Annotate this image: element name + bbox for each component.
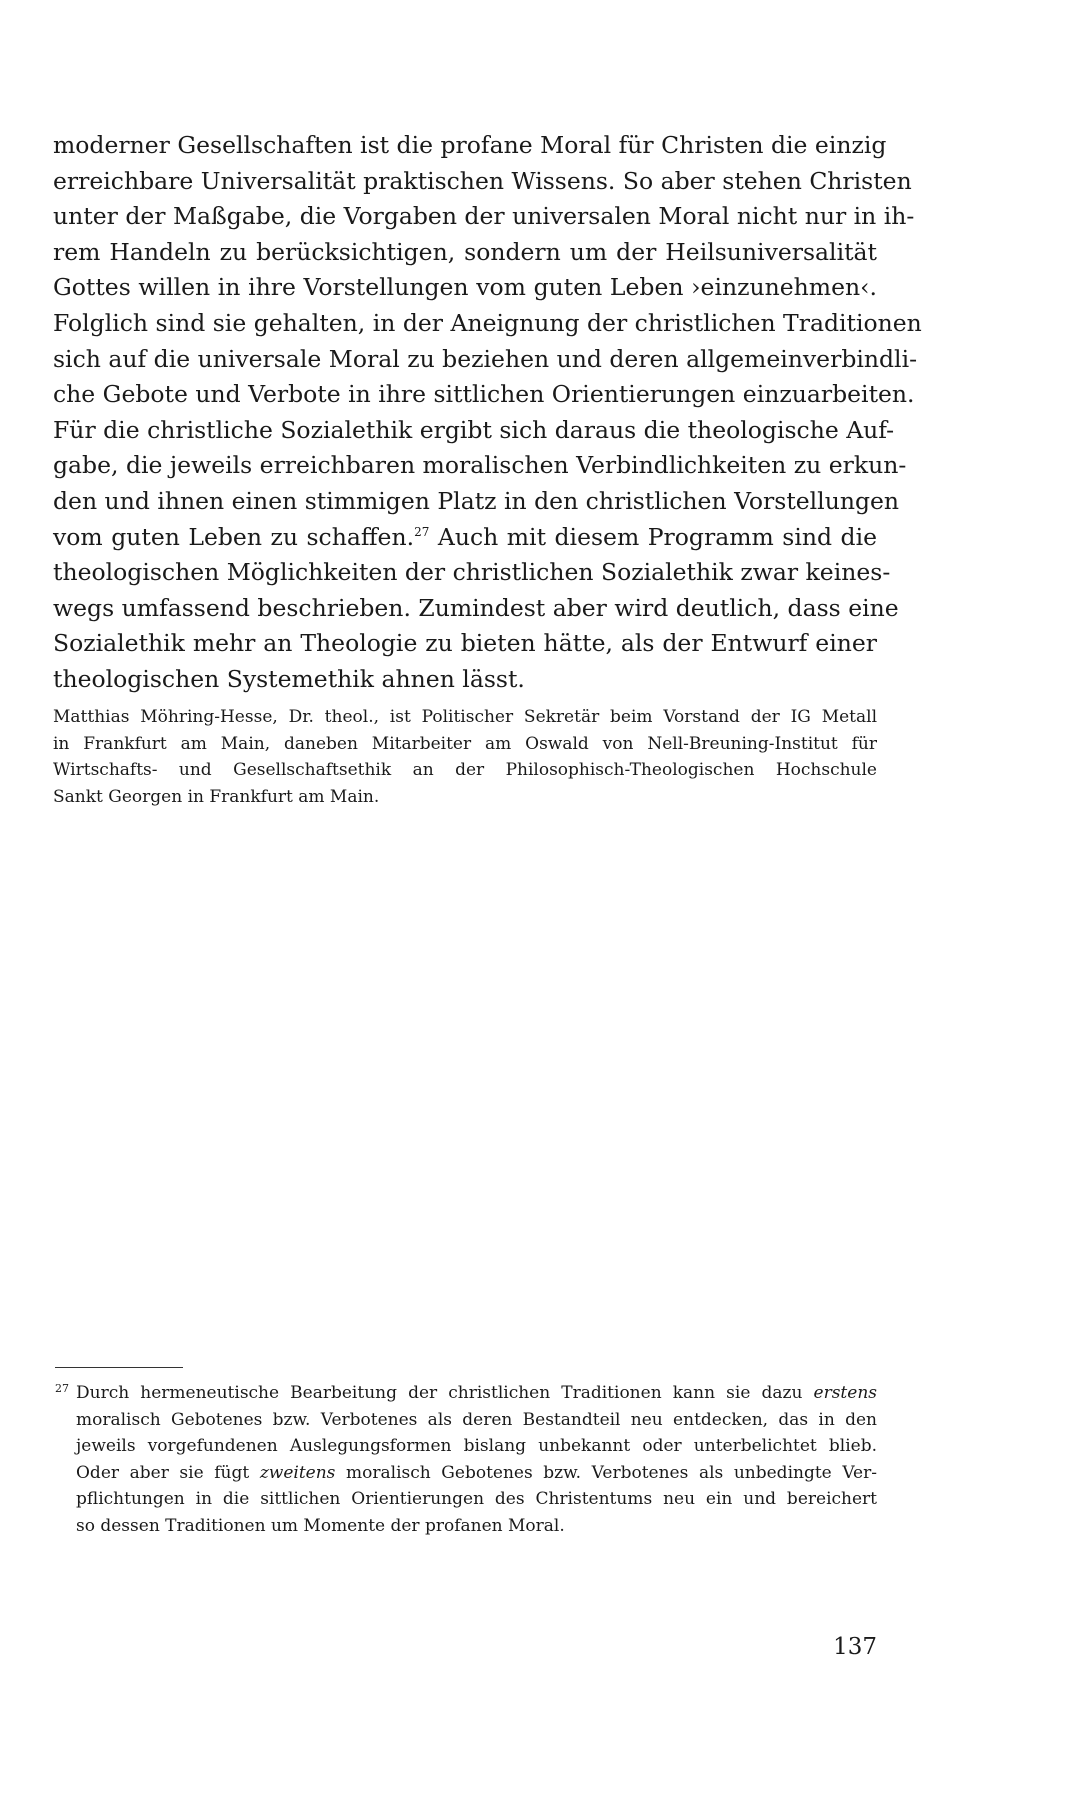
bio-line: Sankt Georgen in Frankfurt am Main. — [53, 786, 380, 807]
page-number: 137 — [833, 1634, 877, 1660]
footnote-divider — [55, 1367, 183, 1368]
text-line: erreichbare Universalität praktischen Wissens. So aber stehen Christen — [53, 166, 912, 195]
emphasis: erstens — [813, 1383, 877, 1403]
footnote-number: 27 — [55, 1382, 69, 1395]
text-line: wegs umfassend beschrieben. Zumindest aber wird deutlich, dass eine — [53, 593, 899, 622]
footnote-line: moralisch Gebotenes bzw. Verbotenes als deren Bestandteil neu entdecken, das in den — [76, 1409, 877, 1430]
text-line: sich auf die universale Moral zu beziehen und deren allgemeinverbindli- — [53, 344, 918, 373]
text-line: rem Handeln zu berücksichtigen, sondern um der Heilsuniversalität — [53, 237, 877, 266]
text-line: Für die christliche Sozialethik ergibt sich daraus die theologische Auf- — [53, 415, 895, 444]
text-line: moderner Gesellschaften ist die profane Moral für Christen die einzig — [53, 131, 887, 159]
text-fragment: moralisch Gebotenes bzw. Verbotenes als unbedingte Ver- — [335, 1462, 877, 1483]
text-line: Gottes willen in ihre Vorstellungen vom guten Leben ›einzunehmen‹. — [53, 273, 877, 302]
text-line: unter der Maßgabe, die Vorgaben der universalen Moral nicht nur in ih- — [53, 202, 915, 231]
footnote-line: pflichtungen in die sittlichen Orientierungen des Christentums neu ein und bereichert — [76, 1489, 877, 1509]
text-fragment: Durch hermeneutische Bearbeitung der christlichen Traditionen kann sie dazu — [76, 1383, 814, 1403]
text-line: theologischen Möglichkeiten der christlichen Sozialethik zwar keines- — [53, 558, 891, 587]
text-line: theologischen Systemethik ahnen lässt. — [53, 664, 525, 693]
footnote-line: so dessen Traditionen um Momente der profanen Moral. — [76, 1515, 565, 1536]
footnote — [55, 1380, 877, 1539]
bio-line: Matthias Möhring-Hesse, Dr. theol., ist Politischer Sekretär beim Vorstand der IG Metall — [53, 707, 877, 727]
bio-line: in Frankfurt am Main, daneben Mitarbeiter am Oswald von Nell-Breuning-Institut für — [53, 733, 877, 754]
footnote-line — [76, 1380, 877, 1407]
text-line: che Gebote und Verbote in ihre sittlichen Orientierungen einzuarbeiten. — [53, 380, 915, 409]
text-line: Folglich sind sie gehalten, in der Aneignung der christlichen Traditionen — [53, 308, 922, 337]
text-line: den und ihnen einen stimmigen Platz in den christlichen Vorstellungen — [53, 486, 900, 515]
footnote-reference[interactable]: 27 — [414, 524, 430, 539]
footnote-line: jeweils vorgefundenen Auslegungsformen bislang unbekannt oder unterbelichtet blieb. — [76, 1436, 877, 1456]
text-fragment: vom guten Leben zu schaffen. — [53, 522, 415, 551]
text-fragment: Oder aber sie fügt — [76, 1462, 260, 1483]
text-line: gabe, die jeweils erreichbaren moralischen Verbindlichkeiten zu erkun- — [53, 451, 907, 480]
footnote-line — [76, 1460, 877, 1487]
text-line — [53, 520, 877, 556]
text-fragment: Auch mit diesem Programm sind die — [429, 522, 877, 551]
emphasis: zweitens — [259, 1462, 336, 1483]
author-bio — [53, 704, 877, 810]
body-paragraph — [53, 128, 922, 698]
bio-line: Wirtschafts- und Gesellschaftsethik an der Philosophisch-Theologischen Hochschule — [53, 760, 877, 780]
text-line: Sozialethik mehr an Theologie zu bieten hätte, als der Entwurf einer — [53, 629, 877, 658]
